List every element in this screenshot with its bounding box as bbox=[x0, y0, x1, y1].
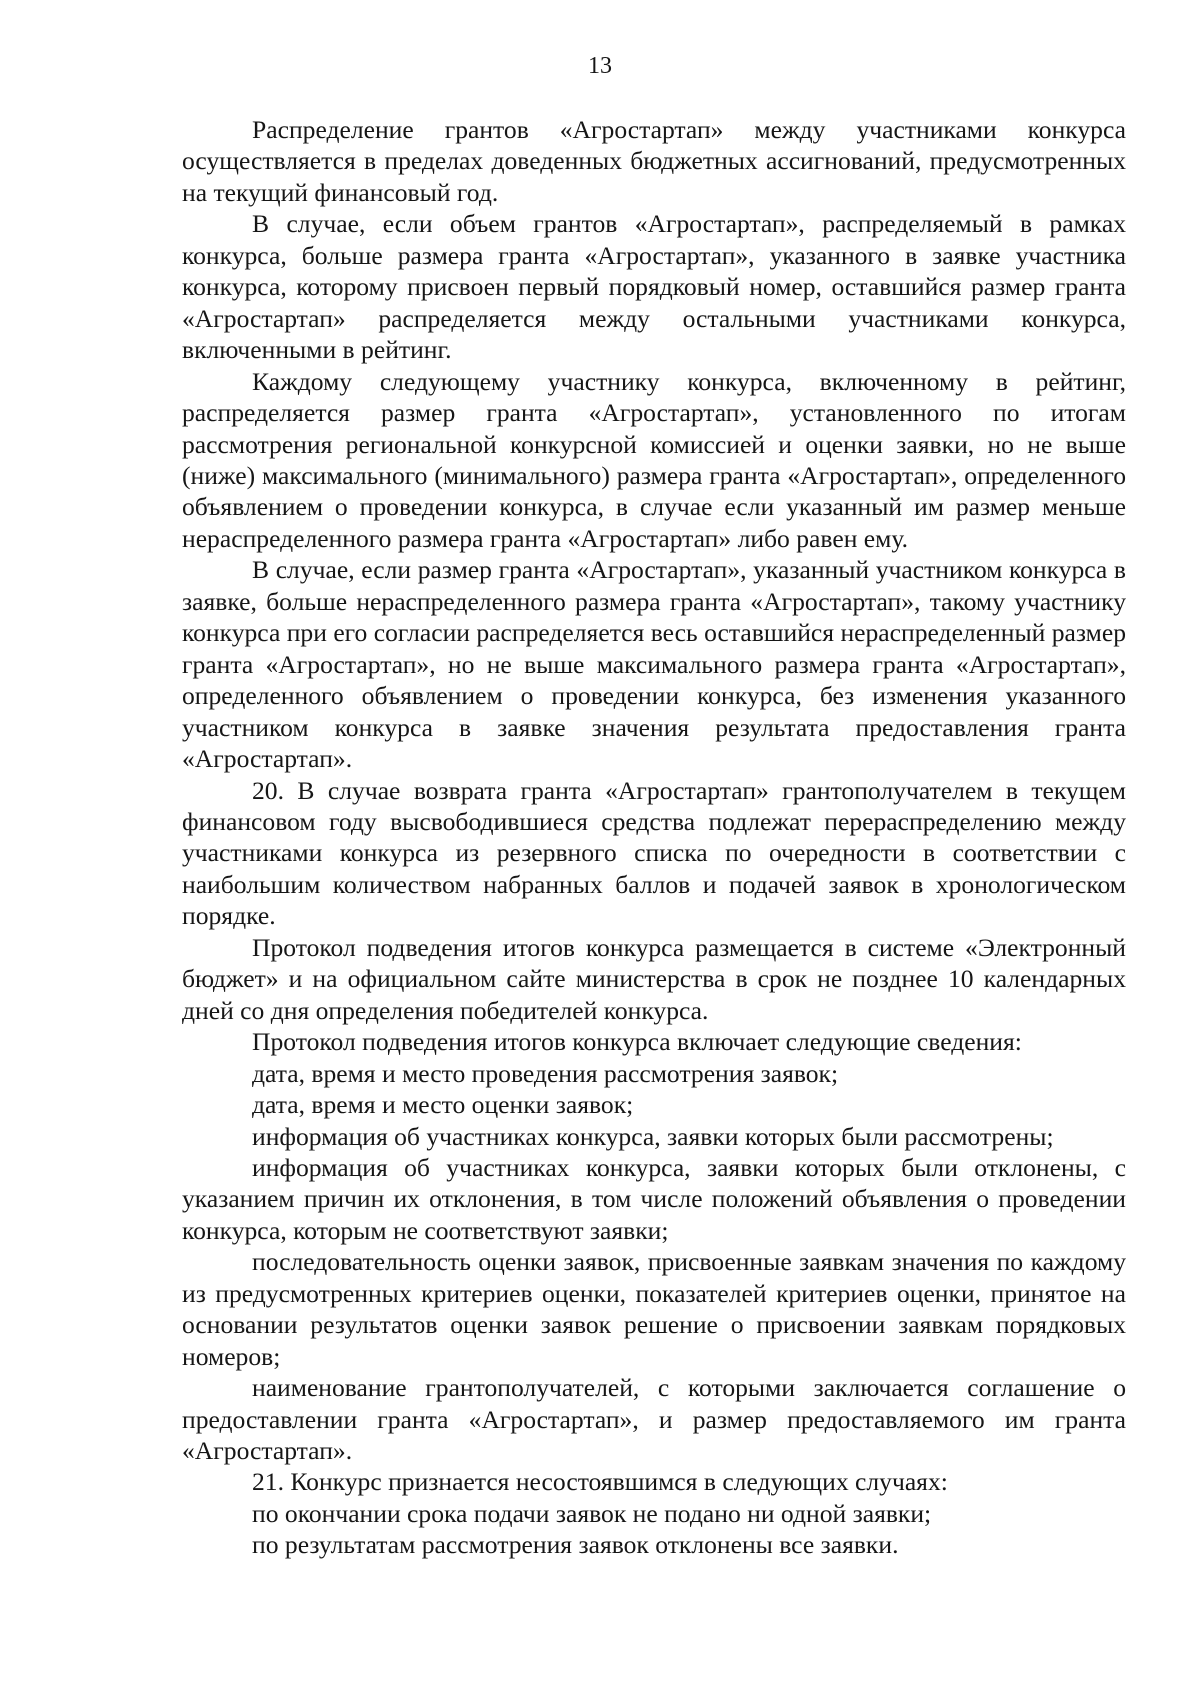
list-item-review-date: дата, время и место проведения рассмотрения заявок; bbox=[252, 1058, 839, 1088]
list-item-no-applications: по окончании срока подачи заявок не подано ни одной заявки; bbox=[252, 1498, 932, 1528]
list-item-evaluation-sequence: последовательность оценки заявок, присвоенные заявкам значения по каждому из предусмотренных критериев оценки, показателей критериев оценки, принятое на основании результатов оценки заявок решение о присвоении заявкам порядковых номеров; bbox=[182, 1247, 1126, 1371]
list-item-rejected-participants: информация об участниках конкурса, заявки которых были отклонены, с указанием причин их отклонения, в том числе положений объявления о проведении конкурса, которым не соответствуют заявки; bbox=[182, 1152, 1126, 1245]
paragraph-item-20: 20. В случае возврата гранта «Агростартап» грантополучателем в текущем финансовом году высвободившиеся средства подлежат перераспределению между участниками конкурса из резервного списка по очередности в соответствии с наибольшим количеством набранных баллов и подачей заявок в хронологическом порядке. bbox=[182, 775, 1126, 931]
paragraph-remaining-grant: В случае, если объем грантов «Агростартап», распределяемый в рамках конкурса, больше размера гранта «Агростартап», указанного в заявке участника конкурса, которому присвоен первый порядковый номер, оставшийся размер гранта «Агростартап» распределяется между остальными участниками конкурса, включенными в рейтинг. bbox=[182, 209, 1126, 365]
paragraph-protocol-contents: Протокол подведения итогов конкурса включает следующие сведения: bbox=[252, 1027, 1022, 1057]
page-number: 13 bbox=[588, 53, 612, 79]
paragraph-grant-distribution: Распределение грантов «Агростартап» между участниками конкурса осуществляется в пределах доведенных бюджетных ассигнований, предусмотренных на текущий финансовый год. bbox=[182, 115, 1126, 207]
document-body bbox=[182, 114, 1126, 1561]
paragraph-next-participant: Каждому следующему участнику конкурса, включенному в рейтинг, распределяется размер гранта «Агростартап», установленного по итогам рассмотрения региональной конкурсной комиссией и оценки заявки, но не выше (ниже) максимального (минимального) размера гранта «Агростартап», определенного объявлением о проведении конкурса, в случае если указанный им размер меньше нераспределенного размера гранта «Агростартап» либо равен ему. bbox=[182, 366, 1126, 553]
list-item-grantees: наименование грантополучателей, с которыми заключается соглашение о предоставлении гранта «Агростартап», и размер предоставляемого им гранта «Агростартап». bbox=[182, 1373, 1126, 1466]
paragraph-item-21: 21. Конкурс признается несостоявшимся в следующих случаях: bbox=[252, 1467, 948, 1497]
paragraph-larger-request: В случае, если размер гранта «Агростартап», указанный участником конкурса в заявке, больше нераспределенного размера гранта «Агростартап», такому участнику конкурса при его согласии распределяется весь оставшийся нераспределенный размер гранта «Агростартап», но не выше максимального размера гранта «Агростартап», определенного объявлением о проведении конкурса, без изменения указанного участником конкурса в заявке значения результата предоставления гранта «Агростартап». bbox=[182, 555, 1126, 774]
list-item-reviewed-participants: информация об участниках конкурса, заявки которых были рассмотрены; bbox=[252, 1121, 1054, 1151]
list-item-all-rejected: по результатам рассмотрения заявок отклонены все заявки. bbox=[252, 1530, 899, 1560]
list-item-evaluation-date: дата, время и место оценки заявок; bbox=[252, 1090, 634, 1120]
paragraph-protocol-publication: Протокол подведения итогов конкурса размещается в системе «Электронный бюджет» и на официальном сайте министерства в срок не позднее 10 календарных дней со дня определения победителей конкурса. bbox=[182, 932, 1126, 1025]
